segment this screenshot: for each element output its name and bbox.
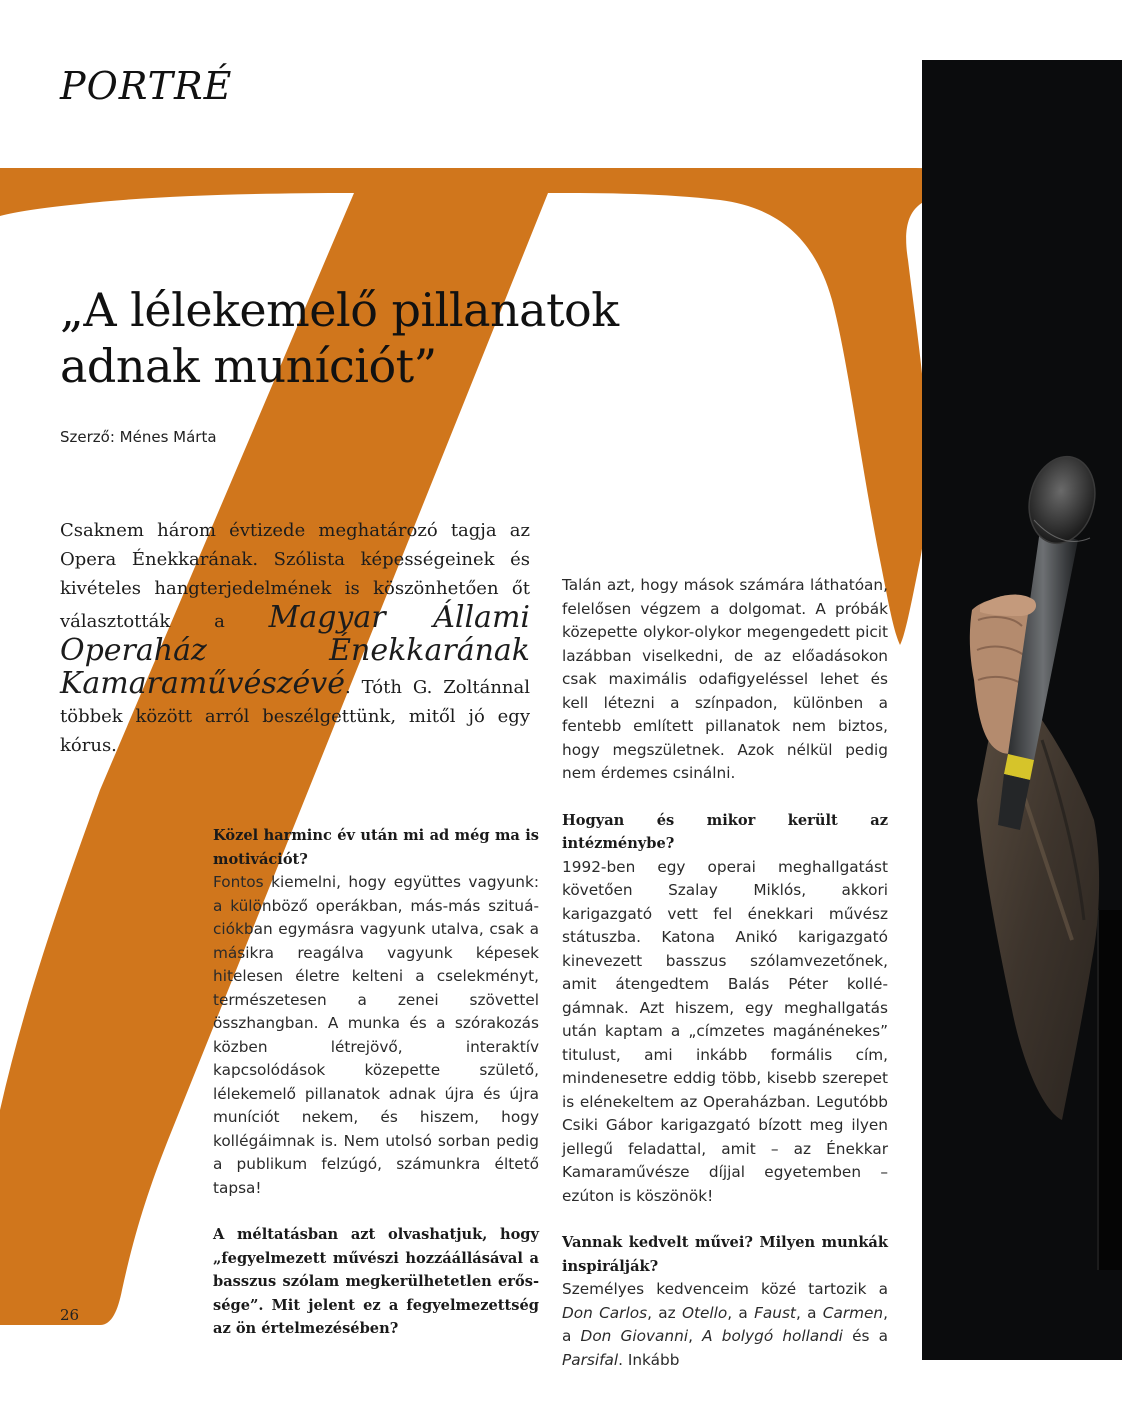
section-label: PORTRÉ bbox=[60, 64, 233, 108]
answer-text: . Inkább bbox=[618, 1350, 680, 1369]
opera-title: A bolygó hollandi bbox=[702, 1327, 843, 1345]
interview-column-left bbox=[213, 824, 539, 1341]
opera-title: Faust bbox=[754, 1303, 796, 1322]
lead-text: Csaknem három évtizede meghatározó tagja az Opera Énekkarának. Szólista képességeinek és kivételes hangterjedelmének is köszönhetően őt választották a bbox=[60, 520, 530, 632]
interview-answer: Fontos kiemelni, hogy együttes vagyunk: a különböző operákban, más-más szituációkban egymásra vagyunk utalva, csak a másikra reagálva vagyunk képesek hitelesen életre kelteni a cselekményt, természetesen a zenei szövettel összhangban. A munka és a szórakozás közben létrejövő, interaktív kapcsolódások közepette születő, lélekemelő pillanatok adnak újra és újra muníciót nekem, és hiszem, hogy kollégáimnak is. Nem utolsó sorban pedig a publikum felzúgó, számunkra éltető tapsa! bbox=[213, 873, 539, 1197]
page-number: 26 bbox=[60, 1306, 80, 1324]
paragraph-gap bbox=[562, 786, 888, 809]
paragraph-gap bbox=[213, 1200, 539, 1223]
performer-photo bbox=[922, 60, 1122, 1360]
lead-emphasis: Magyar Állami Operaház Énekkarának Kamaraművészévé bbox=[60, 600, 530, 701]
answer-text: , az bbox=[647, 1303, 682, 1322]
opera-title: Otello bbox=[681, 1303, 728, 1322]
article-lead bbox=[60, 516, 530, 760]
answer-text: Személyes kedvenceim közé tartozik a bbox=[562, 1280, 888, 1298]
lead-text: . Tóth G. Zoltánnal többek között arról beszélgettünk, mitől jó egy kórus. bbox=[60, 677, 530, 756]
answer-text: és a bbox=[842, 1327, 888, 1345]
interview-question: Közel harminc év után mi ad még ma is motivációt? bbox=[213, 827, 539, 868]
interview-answer: 1992-ben egy operai meghallgatást követően Szalay Miklós, akkori karigazgató vett fel énekkari művész státuszba. Katona Anikó karigazgató kinevezett basszus szólamvezetőnek, amit átengedtem Balás Péter kollégámnak. Azt hiszem, egy meghallgatás után kaptam a „címzetes magánénekes” titulust, ami inkább formális cím, mindenesetre eddig több, kisebb szerepet is elénekeltem az Operaházban. Legutóbb Csiki Gábor karigazgató bízott meg ilyen jellegű feladattal, amit – az Énekkar Kamaraművésze díjjal egyetemben – ezúton is köszönök! bbox=[562, 857, 888, 1205]
interview-question: A méltatásban azt olvashatjuk, hogy „fegyelmezett művészi hozzáállásával a basszus szólam megkerülhetetlen erőssége”. Mit jelent ez a fegyelmezettség az ön értelmezésében? bbox=[213, 1226, 539, 1337]
answer-text: , a bbox=[562, 1303, 889, 1345]
answer-text: , a bbox=[795, 1303, 823, 1322]
interview-answer: Talán azt, hogy mások számára láthatóan, felelősen végzem a dolgomat. A próbák közepette olykor-olykor megengedett picit lazábban viselkedni, de az előadásokon csak maximális odafigyeléssel lehet és kell létezni a színpadon, különben a fentebb említett pillanatok nem biztos, hogy megszületnek. Azok nélkül pedig nem érdemes csinálni. bbox=[562, 576, 888, 782]
paragraph-gap bbox=[562, 1208, 888, 1231]
interview-question: Vannak kedvelt művei? Milyen munkák inspirálják? bbox=[562, 1234, 888, 1275]
opera-title: Parsifal bbox=[562, 1350, 619, 1369]
answer-text: , a bbox=[727, 1303, 755, 1322]
opera-title: Carmen bbox=[822, 1303, 884, 1322]
answer-text: , bbox=[688, 1327, 703, 1345]
interview-column-right bbox=[562, 574, 888, 1372]
article-author: Szerző: Ménes Márta bbox=[60, 428, 217, 446]
article-title bbox=[60, 282, 619, 394]
interview-question: Hogyan és mikor került az intézménybe? bbox=[562, 811, 888, 852]
opera-title: Don Giovanni bbox=[580, 1327, 689, 1345]
interview-answer bbox=[562, 1278, 888, 1372]
article-title-line: adnak muníciót” bbox=[60, 339, 437, 393]
article-title-line: „A lélekemelő pillanatok bbox=[60, 283, 619, 337]
opera-title: Don Carlos bbox=[562, 1303, 648, 1322]
